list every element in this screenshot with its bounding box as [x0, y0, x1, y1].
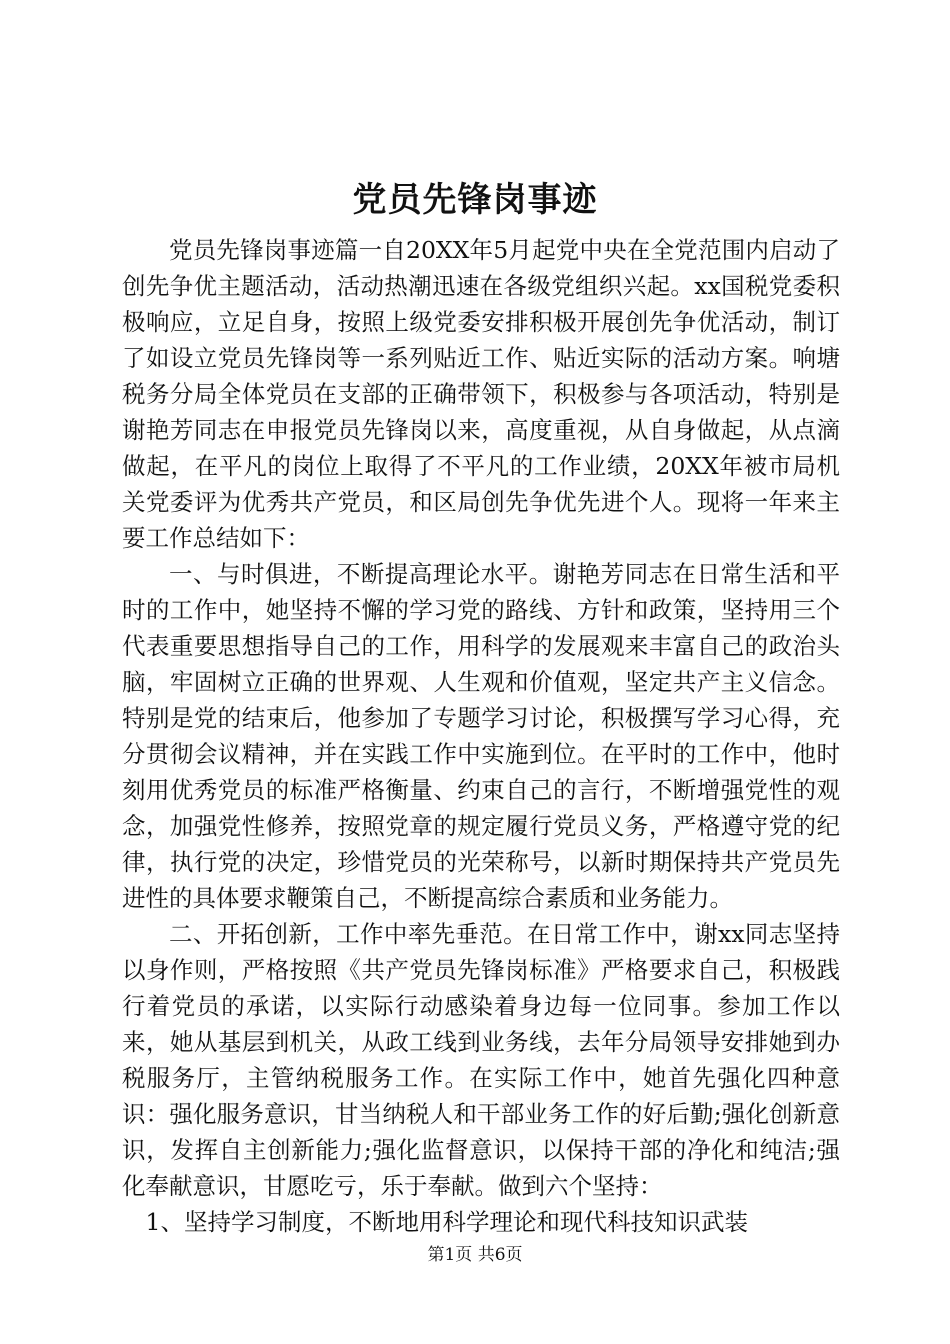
paragraph-intro: 党员先锋岗事迹篇一自20XX年5月起党中央在全党范围内启动了创先争优主题活动，活动热潮迅速在各级党组织兴起。xx国税党委积极响应，立足自身，按照上级党委安排积极开展创先争优活动，制订了如设立党员先锋岗等一系列贴近工作、贴近实际的活动方案。响塘税务分局全体党员在支部的正确带领下，积极参与各项活动，特别是谢艳芳同志在申报党员先锋岗以来，高度重视，从自身做起，从点滴做起，在平凡的岗位上取得了不平凡的工作业绩，20XX年被市局机关党委评为优秀共产党员，和区局创先争优先进个人。现将一年来主要工作总结如下： — [122, 236, 840, 552]
paragraph-section-2: 二、开拓创新，工作中率先垂范。在日常工作中，谢xx同志坚持以身作则，严格按照《共产党员先锋岗标准》严格要求自己，积极践行着党员的承诺，以实际行动感染着身边每一位同事。参加工作以来，她从基层到机关，从政工线到业务线，去年分局领导安排她到办税服务厅，主管纳税服务工作。在实际工作中，她首先强化四种意识：强化服务意识，甘当纳税人和干部业务工作的好后勤;强化创新意识，发挥自主创新能力;强化监督意识，以保持干部的净化和纯洁;强化奉献意识，甘愿吃亏，乐于奉献。做到六个坚持： — [122, 920, 840, 1200]
document-title: 党员先锋岗事迹 — [352, 180, 598, 220]
document-body — [122, 232, 840, 1240]
page-number-footer: 第1页 共6页 — [427, 1245, 523, 1265]
paragraph-item-1: 1、坚持学习制度，不断地用科学理论和现代科技知识武装 — [145, 1208, 748, 1236]
paragraph-section-1: 一、与时俱进，不断提高理论水平。谢艳芳同志在日常生活和平时的工作中，她坚持不懈的学习党的路线、方针和政策，坚持用三个代表重要思想指导自己的工作，用科学的发展观来丰富自己的政治头脑，牢固树立正确的世界观、人生观和价值观，坚定共产主义信念。特别是党的结束后，他参加了专题学习讨论，积极撰写学习心得，充分贯彻会议精神，并在实践工作中实施到位。在平时的工作中，他时刻用优秀党员的标准严格衡量、约束自己的言行，不断增强党性的观念，加强党性修养，按照党章的规定履行党员义务，严格遵守党的纪律，执行党的决定，珍惜党员的光荣称号，以新时期保持共产党员先进性的具体要求鞭策自己，不断提高综合素质和业务能力。 — [122, 560, 840, 912]
